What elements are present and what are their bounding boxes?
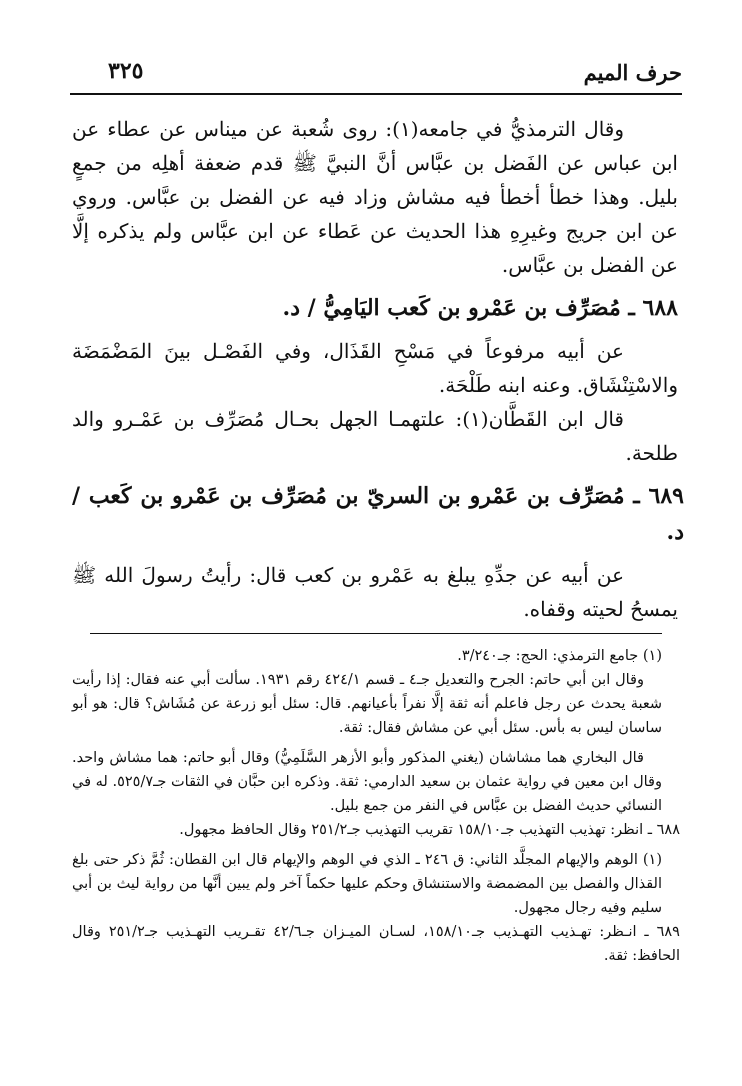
footnote-entry-688: ٦٨٨ ـ انظر: تهذيب التهذيب جـ١٥٨/١٠ تقريب التهذيب جـ٢٥١/٢ وقال الحافظ مجهول. (179, 822, 680, 838)
page-header (70, 52, 682, 92)
footnote-rule (90, 633, 662, 634)
footnote-1-ibn-abi-hatim: وقال ابن أبي حاتم: الجرح والتعديل جـ٤ ـ قسم ٤٢٤/١ رقم ١٩٣١. سألت أبي عنه فقال: إذا رأيت شعبة يحدث عن رجل فاعلم أنه ثقة إلَّا نفراً بأعيانهم. قال: سئل أبو زرعة عن مُشَاش؟ قال: هو أبو ساسان ليس به بأس. سئل أبي عن مشاش فقال: ثقة. (72, 672, 662, 736)
footnote-entry-689: ٦٨٩ ـ انـظر: تهـذيب التهـذيب جـ١٥٨/١٠، لسـان الميـزان جـ٤٢/٦ تقـريب التهـذيب جـ٢٥١/٢ وقال الحافظ: ثقة. (72, 924, 680, 964)
page-number: ٣٢٥ (108, 58, 144, 84)
footnote-1-citation: (١) جامع الترمذي: الحج: جـ٣/٢٤٠. (457, 648, 662, 664)
footnote-2-wahm: (١) الوهم والإيهام المجلَّد الثاني: ق ٢٤٦ ـ الذي في الوهم والإيهام قال ابن القطان: ثُمَّ ذكر حتى بلغ القذال والفصل بين المضمضة والاستنشاق وحكم عليها حكماً آخر ولم يبين أنَّها من رواية ليث بن أبي سليم وفيه رجال مجهول. (72, 852, 662, 916)
header-rule (70, 93, 682, 95)
footnote-1-bukhari: قال البخاري هما مشاشان (يغني المذكور وأبو الأزهر السَّلَمِيُّ) وقال أبو حاتم: هما مشاش واحد. وقال ابن معين في رواية عثمان بن سعيد الدارمي: ثقة. وذكره ابن حبَّان في الثقات جـ٥٢٥/٧. له في النسائي حديث الفضل بن عبَّاس في النفر من جمع بليل. (72, 750, 662, 814)
footnote-block-2 (72, 848, 662, 920)
paragraph-tirmidhi: وقال الترمذيُّ في جامعه(١): روى شُعبة عن ميناس عن عطاء عن ابن عباس عن الفَضل بن عبَّاس أنَّ النبيَّ ﷺ قدم ضعفة أهلِه من جمعٍ بليل. وهذا خطأ أخطأ فيه مشاش وزاد فيه عن الفضل بن عبَّاس. وروي عن ابن جريج وغيرِهِ هذا الحديث عن عَطاء عن ابن عبَّاس ولم يذكره إلَّا عن الفضل بن عبَّاس. (72, 117, 678, 277)
paragraph-689-narration: عن أبيه عن جدِّهِ يبلغ به عَمْرو بن كعب قال: رأيتُ رسولَ الله ﷺ يمسحُ لحيته وقفاه. (72, 563, 678, 621)
footnotes (72, 644, 680, 968)
entry-heading-689: ٦٨٩ ـ مُصَرِّف بن عَمْرو بن السريّ بن مُصَرِّف بن عَمْرو بن كَعب / د. (72, 483, 684, 545)
footnote-block-1 (72, 644, 662, 818)
paragraph-688-ibn-qattan: قال ابن القَطَّان(١): علتهمـا الجهل بحـال مُصَرِّف بن عَمْـرو والد طلحة. (72, 407, 678, 465)
entry-heading-688: ٦٨٨ ـ مُصَرِّف بن عَمْرو بن كَعب اليَامِيُّ / د. (282, 295, 678, 321)
running-title: حرف الميم (583, 60, 682, 85)
paragraph-688-narration: عن أبيه مرفوعاً في مَسْحِ القَذَال، وفي الفَصْـل بينَ المَضْمَضَة والاسْتِنْشَاق. وعنه ابنه طَلْحَة. (72, 339, 678, 397)
main-text (72, 112, 684, 626)
